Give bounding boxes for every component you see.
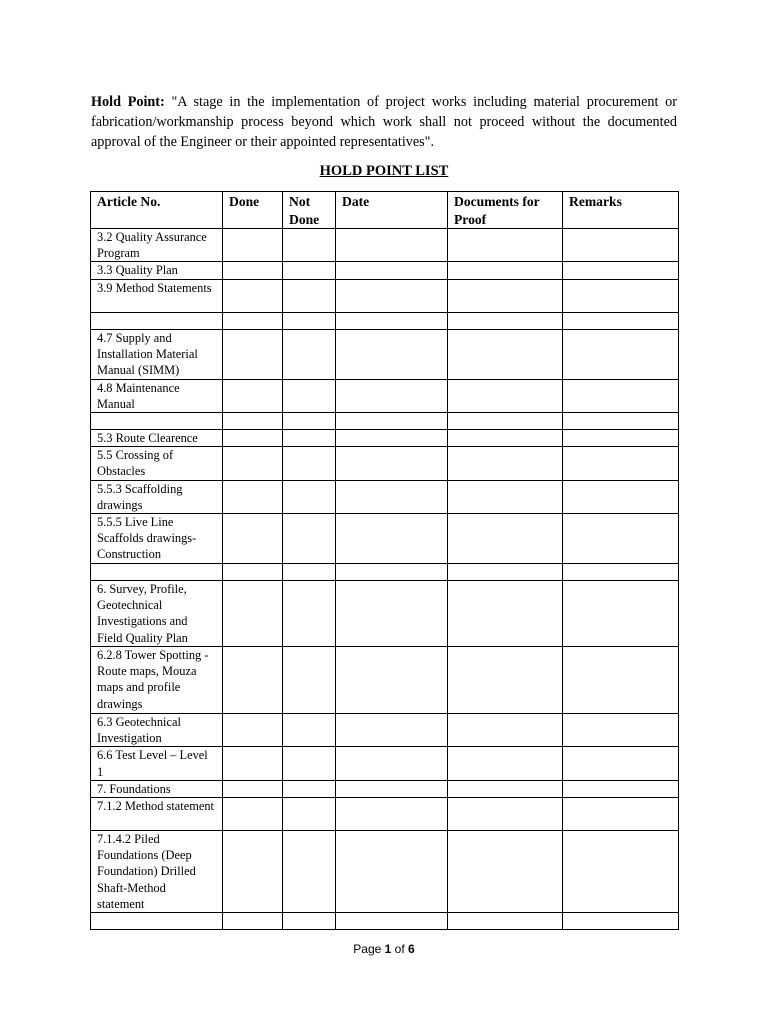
remarks-cell[interactable] [563,262,679,279]
done-cell[interactable] [223,279,283,312]
documents-cell[interactable] [448,798,563,831]
page-footer [0,942,768,956]
done-cell[interactable] [223,430,283,447]
table-row [91,329,679,379]
table-row [91,279,679,312]
table-row [91,262,679,279]
table-row [91,379,679,412]
article-cell [91,413,223,430]
hold-point-definition [91,92,677,152]
date-cell[interactable] [336,647,448,714]
done-cell[interactable] [223,229,283,262]
not-done-cell[interactable] [283,447,336,480]
not-done-cell[interactable] [283,413,336,430]
date-cell[interactable] [336,430,448,447]
table-row [91,780,679,797]
not-done-cell[interactable] [283,798,336,831]
documents-cell[interactable] [448,514,563,564]
table-row [91,430,679,447]
not-done-cell[interactable] [283,229,336,262]
total-page-number: 6 [408,942,415,956]
documents-cell[interactable] [448,413,563,430]
article-cell: 4.8 Maintenance Manual [91,379,223,412]
article-cell: 5.5 Crossing of Obstacles [91,447,223,480]
date-cell[interactable] [336,714,448,747]
remarks-cell[interactable] [563,514,679,564]
table-row [91,447,679,480]
header-done: Done [223,192,283,229]
remarks-cell[interactable] [563,647,679,714]
page-label: Page [353,942,385,956]
article-cell: 6. Survey, Profile, Geotechnical Investigations and Field Quality Plan [91,581,223,647]
date-cell[interactable] [336,262,448,279]
hold-point-label: Hold Point: [91,94,165,110]
table-row [91,581,679,647]
done-cell[interactable] [223,564,283,581]
done-cell[interactable] [223,514,283,564]
article-cell [91,564,223,581]
date-cell[interactable] [336,581,448,647]
table-row [91,312,679,329]
table-row [91,564,679,581]
article-cell: 3.9 Method Statements [91,279,223,312]
documents-cell[interactable] [448,262,563,279]
documents-cell[interactable] [448,312,563,329]
not-done-cell[interactable] [283,262,336,279]
remarks-cell[interactable] [563,747,679,780]
remarks-cell[interactable] [563,780,679,797]
documents-cell[interactable] [448,913,563,930]
remarks-cell[interactable] [563,413,679,430]
header-date: Date [336,192,448,229]
documents-cell[interactable] [448,229,563,262]
table-row [91,514,679,564]
documents-cell[interactable] [448,447,563,480]
header-not-done: Not Done [283,192,336,229]
documents-cell[interactable] [448,430,563,447]
not-done-cell[interactable] [283,430,336,447]
remarks-cell[interactable] [563,913,679,930]
date-cell[interactable] [336,798,448,831]
not-done-cell[interactable] [283,329,336,379]
hold-point-list-title: HOLD POINT LIST [319,163,449,179]
remarks-cell[interactable] [563,329,679,379]
not-done-cell[interactable] [283,831,336,913]
not-done-cell[interactable] [283,747,336,780]
done-cell[interactable] [223,647,283,714]
article-cell: 7.1.4.2 Piled Foundations (Deep Foundation) Drilled Shaft-Method statement [91,831,223,913]
documents-cell[interactable] [448,780,563,797]
done-cell[interactable] [223,312,283,329]
article-cell: 6.3 Geotechnical Investigation [91,714,223,747]
article-cell: 5.3 Route Clearence [91,430,223,447]
remarks-cell[interactable] [563,798,679,831]
table-row [91,913,679,930]
documents-cell[interactable] [448,329,563,379]
header-documents-for-proof: Documents for Proof [448,192,563,229]
date-cell[interactable] [336,279,448,312]
hold-point-definition-text: "A stage in the implementation of project works including material procurement or fabrication/workmanship process beyond which work shall not proceed without the documented approval of the Engineer or their appointed representatives". [91,94,677,150]
date-cell[interactable] [336,379,448,412]
documents-cell[interactable] [448,480,563,513]
date-cell[interactable] [336,780,448,797]
table-row [91,798,679,831]
remarks-cell[interactable] [563,564,679,581]
date-cell[interactable] [336,514,448,564]
not-done-cell[interactable] [283,379,336,412]
not-done-cell[interactable] [283,913,336,930]
done-cell[interactable] [223,714,283,747]
date-cell[interactable] [336,329,448,379]
article-cell: 5.5.5 Live Line Scaffolds drawings-Construction [91,514,223,564]
article-cell: 6.6 Test Level – Level 1 [91,747,223,780]
documents-cell[interactable] [448,747,563,780]
documents-cell[interactable] [448,379,563,412]
documents-cell[interactable] [448,714,563,747]
article-cell: 3.2 Quality Assurance Program [91,229,223,262]
done-cell[interactable] [223,798,283,831]
not-done-cell[interactable] [283,279,336,312]
done-cell[interactable] [223,447,283,480]
page-of-label: of [391,942,409,956]
date-cell[interactable] [336,831,448,913]
article-cell [91,312,223,329]
done-cell[interactable] [223,480,283,513]
done-cell[interactable] [223,831,283,913]
current-page-number: 1 [384,942,392,956]
date-cell[interactable] [336,480,448,513]
table-row [91,229,679,262]
article-cell: 6.2.8 Tower Spotting - Route maps, Mouza maps and profile drawings [91,647,223,714]
remarks-cell[interactable] [563,379,679,412]
article-cell: 7. Foundations [91,780,223,797]
table-row [91,831,679,913]
header-remarks: Remarks [563,192,679,229]
table-row [91,747,679,780]
date-cell[interactable] [336,747,448,780]
documents-cell[interactable] [448,831,563,913]
done-cell[interactable] [223,262,283,279]
hold-point-table [90,191,679,930]
article-cell: 5.5.3 Scaffolding drawings [91,480,223,513]
not-done-cell[interactable] [283,780,336,797]
remarks-cell[interactable] [563,831,679,913]
documents-cell[interactable] [448,581,563,647]
done-cell[interactable] [223,747,283,780]
not-done-cell[interactable] [283,714,336,747]
documents-cell[interactable] [448,647,563,714]
remarks-cell[interactable] [563,581,679,647]
table-row [91,413,679,430]
not-done-cell[interactable] [283,647,336,714]
documents-cell[interactable] [448,564,563,581]
done-cell[interactable] [223,379,283,412]
date-cell[interactable] [336,447,448,480]
date-cell[interactable] [336,913,448,930]
date-cell[interactable] [336,312,448,329]
not-done-cell[interactable] [283,480,336,513]
remarks-cell[interactable] [563,714,679,747]
remarks-cell[interactable] [563,430,679,447]
table-header-row [91,192,679,229]
done-cell[interactable] [223,581,283,647]
not-done-cell[interactable] [283,564,336,581]
done-cell[interactable] [223,780,283,797]
table-row [91,714,679,747]
table-row [91,480,679,513]
table-row [91,647,679,714]
header-article-no: Article No. [91,192,223,229]
remarks-cell[interactable] [563,480,679,513]
article-cell: 3.3 Quality Plan [91,262,223,279]
remarks-cell[interactable] [563,312,679,329]
remarks-cell[interactable] [563,447,679,480]
done-cell[interactable] [223,913,283,930]
article-cell [91,913,223,930]
remarks-cell[interactable] [563,229,679,262]
date-cell[interactable] [336,413,448,430]
not-done-cell[interactable] [283,312,336,329]
date-cell[interactable] [336,564,448,581]
done-cell[interactable] [223,413,283,430]
done-cell[interactable] [223,329,283,379]
remarks-cell[interactable] [563,279,679,312]
article-cell: 4.7 Supply and Installation Material Manual (SIMM) [91,329,223,379]
documents-cell[interactable] [448,279,563,312]
date-cell[interactable] [336,229,448,262]
not-done-cell[interactable] [283,514,336,564]
article-cell: 7.1.2 Method statement [91,798,223,831]
not-done-cell[interactable] [283,581,336,647]
